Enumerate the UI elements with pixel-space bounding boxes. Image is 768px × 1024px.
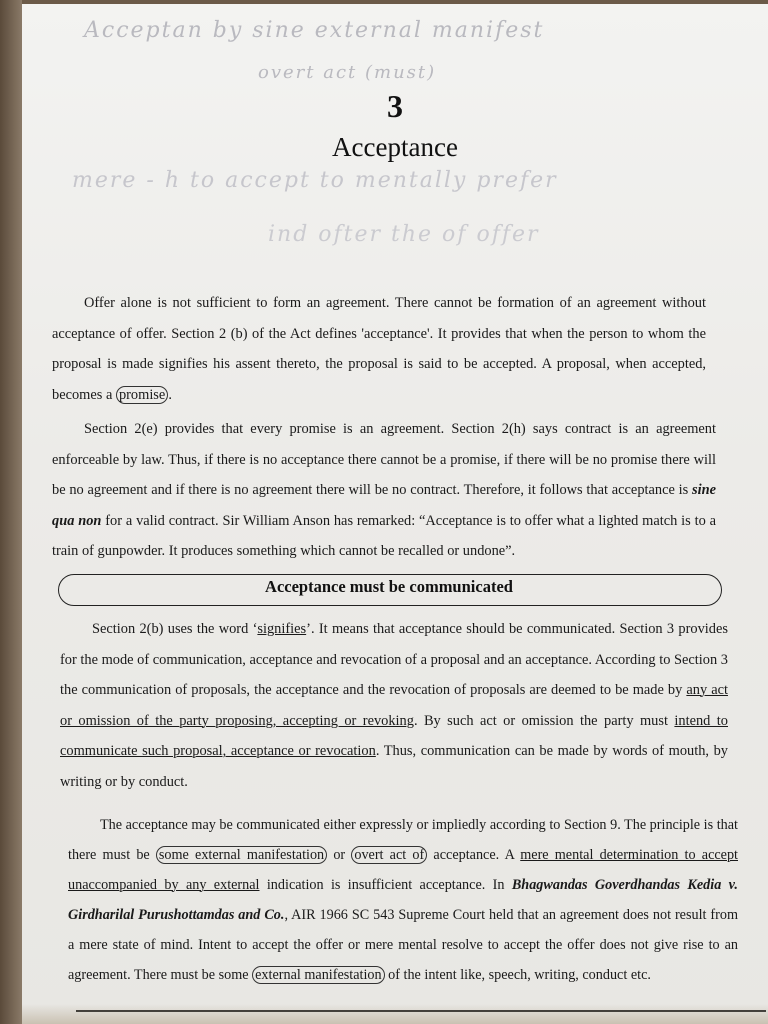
chapter-title: Acceptance (332, 132, 458, 162)
pencil-note-2: overt act (must) (258, 62, 437, 83)
p3-text-b: ’. It means that acceptance should be communicated. Section 3 provides for the mode of communication, acceptance and revocation of a proposal and an acceptance. According to Section 3 the communication of proposals, the acceptance and the revocation of proposals are deemed to be made by (60, 621, 728, 698)
p3-text-c: . By such act or omission the party must (413, 712, 675, 729)
paragraph-2 (52, 414, 716, 567)
p1-promise: promise (116, 386, 168, 404)
p4-circled-1: some external manifestation (156, 846, 327, 864)
p3-signifies: signifies (257, 621, 307, 637)
book-page (22, 4, 768, 1024)
table-surface (0, 0, 22, 1024)
p4-text-e: , AIR 1966 SC 543 Supreme Court held that an agreement does not result from a mere state of mind. Intent to accept the offer or mere mental resolve to accept the offer does not give rise to an agreement. There must be some (68, 907, 738, 983)
paragraph-3 (60, 614, 728, 797)
p2-text-b: for a valid contract. Sir William Anson has remarked: “Acceptance is to offer what a lighted match is to a train of gunpowder. It produces something which cannot be recalled or undone”. (52, 512, 716, 559)
pencil-note-4: ind ofter the of offer (268, 222, 540, 247)
p3-text-d: . Thus, communication can be made by words of mouth, by writing or by conduct. (60, 743, 728, 790)
chapter-number: 3 (387, 88, 403, 124)
section-heading: Acceptance must be communicated (265, 577, 513, 596)
p4-text-b: or (327, 847, 352, 863)
p4-case-name: Bhagwandas Goverdhandas Kedia v. Girdharilal Purushottamdas and Co. (68, 877, 738, 923)
paragraph-1 (52, 288, 706, 410)
paragraph-4 (68, 810, 738, 990)
p3-underline-1: any act or omission of the party proposing, accepting or revoking (60, 682, 728, 729)
p4-underline-1: mere mental determination to accept unaccompanied by any external (68, 847, 738, 893)
p1-text: Offer alone is not sufficient to form an agreement. There cannot be formation of an agreement without acceptance of offer. Section 2 (b) of the Act defines 'acceptance'. It provides that when the person to whom the proposal is made signifies his assent thereto, the proposal is said to be accepted. A proposal, when accepted, becomes a (52, 295, 706, 403)
p4-text-d: indication is insufficient acceptance. In (259, 877, 512, 893)
p3-text-a: Section 2(b) uses the word ‘ (92, 621, 258, 637)
pencil-note-3: mere - h to accept to mentally prefer (72, 168, 558, 193)
p4-text-c: acceptance. A (427, 847, 521, 863)
p1-end: . (168, 386, 172, 403)
p4-text-a: The acceptance may be communicated either expressly or impliedly according to Section 9. The principle is that there must be (68, 817, 738, 863)
pencil-note-1: Acceptan by sine external manifest (84, 18, 545, 43)
page-bottom-shadow (22, 1004, 768, 1024)
p4-text-f: of the intent like, speech, writing, conduct etc. (384, 967, 651, 983)
p2-text-a: Section 2(e) provides that every promise is an agreement. Section 2(h) says contract is an agreement enforceable by law. Thus, if there is no acceptance there cannot be a promise, if there will be no promise there will be no agreement and if there is no agreement there will be no contract. Therefore, it follows that acceptance is (52, 421, 716, 498)
p3-underline-2: intend to communicate such proposal, acceptance or revocation (60, 712, 728, 759)
p2-latin: sine qua non (52, 482, 716, 529)
p4-circled-3: external manifestation (252, 966, 384, 984)
p4-circled-2: overt act of (351, 846, 427, 864)
